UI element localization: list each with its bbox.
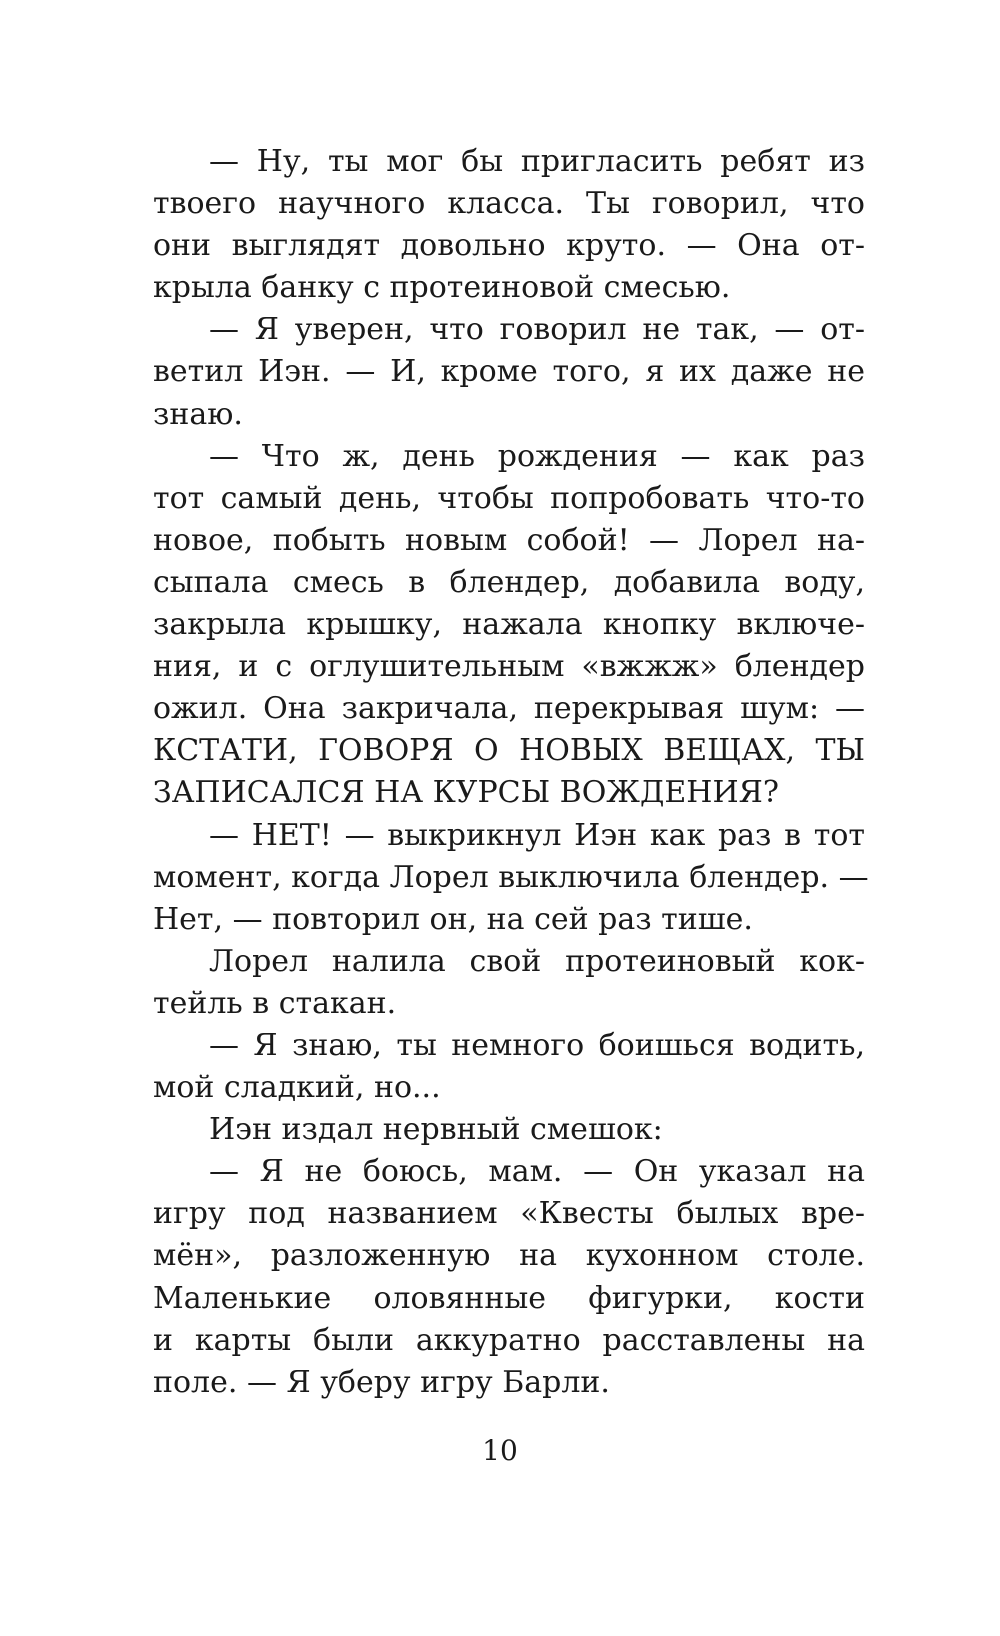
text-line: твоего научного класса. Ты говорил, что <box>153 186 865 222</box>
text-line: мён», разложенную на кухонном столе. <box>153 1238 865 1274</box>
text-line: сыпала смесь в блендер, добавила воду, <box>153 564 865 600</box>
text-line: ожил. Она закричала, перекрывая шум: — <box>153 691 865 727</box>
text-line: момент, когда Лорел выключила блендер. — <box>153 859 869 895</box>
text-line: Нет, — повторил он, на сей раз тише. <box>153 901 753 937</box>
text-line: — Что ж, день рождения — как раз <box>209 438 865 474</box>
text-line: КСТАТИ, ГОВОРЯ О НОВЫХ ВЕЩАХ, ТЫ <box>153 733 865 769</box>
text-line: закрыла крышку, нажала кнопку включе- <box>153 607 865 643</box>
text-line: Лорел налила свой протеиновый кок- <box>209 943 865 979</box>
text-line: ветил Иэн. — И, кроме того, я их даже не <box>153 354 865 390</box>
text-line: игру под названием «Квесты былых вре- <box>153 1196 865 1232</box>
text-line: Иэн издал нервный смешок: <box>209 1112 663 1148</box>
text-line: ния, и с оглушительным «вжжж» блендер <box>153 649 865 685</box>
text-line: тот самый день, чтобы попробовать что-то <box>153 480 865 516</box>
text-line: мой сладкий, но... <box>153 1070 441 1106</box>
body-text <box>153 141 869 1404</box>
text-line: поле. — Я уберу игру Барли. <box>153 1364 610 1400</box>
text-line: тейль в стакан. <box>153 985 397 1021</box>
text-line: новое, побыть новым собой! — Лорел на- <box>153 522 865 558</box>
text-line: — НЕТ! — выкрикнул Иэн как раз в тот <box>209 817 865 853</box>
text-line: — Я не боюсь, мам. — Он указал на <box>209 1154 865 1190</box>
text-line: Маленькие оловянные фигурки, кости <box>153 1280 865 1316</box>
text-line: — Я уверен, что говорил не так, — от- <box>209 312 865 348</box>
text-line: — Ну, ты мог бы пригласить ребят из <box>209 144 865 179</box>
page-number: 10 <box>482 1434 518 1467</box>
text-line: и карты были аккуратно расставлены на <box>153 1322 865 1358</box>
text-line: — Я знаю, ты немного боишься водить, <box>209 1027 865 1063</box>
text-line: крыла банку с протеиновой смесью. <box>153 270 731 306</box>
text-line: они выглядят довольно круто. — Она от- <box>153 228 865 264</box>
text-line: ЗАПИСАЛСЯ НА КУРСЫ ВОЖДЕНИЯ? <box>153 775 779 811</box>
text-line: знаю. <box>153 396 243 432</box>
